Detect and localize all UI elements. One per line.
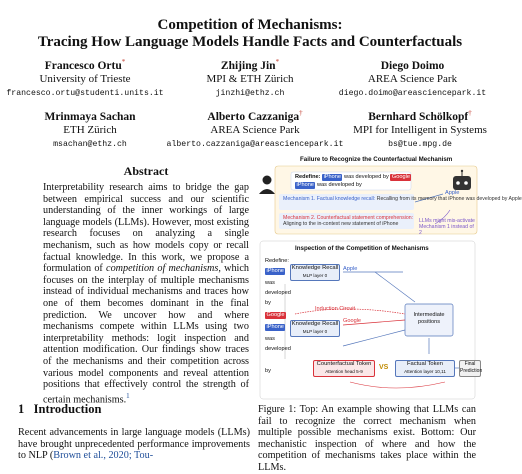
vs-badge: VS	[379, 364, 389, 371]
author-3: Diego Doimo AREA Science Park diego.doimo@areasciencepark.it	[338, 59, 487, 98]
intermediate-positions: Intermediate positions	[413, 312, 445, 325]
final-prediction-box: Final Prediction	[459, 360, 481, 377]
author-4: Mrinmaya Sachan ETH Zürich msachan@ethz.ch	[44, 110, 136, 149]
figure-1: Failure to Recognize the Counterfactual Mechanism Redefine: iPhone was developed by Google iPhone was developed by Apple Mechanism 1. Factual knowledge recall: Recalling from its memory that iPhone was developed by Apple Mechanism 2. Counterfactual statement comprehension: Aligning to the in-context new statement of iPhone LLMs might mis-activate Mechanism 1 instead of 2 Inspection of the Competition of Mechanisms Redefine: iPhone Knowledge Recall MLP layer 0 Apple was developed by Google Induction Circuit iPhone Knowledge Recall MLP layer 0 Google Intermediate positions was developed by Counterfactual Token Attention head 5-9 VS Factual Token Attention layer 10,11 Final Prediction	[255, 154, 480, 399]
paper-title-line2: Tracing How Language Models Handle Facts and Counterfactuals	[37, 34, 463, 50]
author-2: Zhijing Jin* MPI & ETH Zürich jinzhi@ethz.ch	[206, 58, 294, 98]
author-6: Bernhard Schölkopf† MPI for Intelligent in Systems bs@tue.mpg.de	[353, 109, 487, 149]
warning-note: LLMs might mis-activate Mechanism 1 instead of 2	[419, 218, 475, 236]
user-icon	[263, 176, 272, 185]
citation-link[interactable]: Brown et al., 2020; Tou-	[53, 450, 154, 462]
factual-token-box: Factual Token Attention layer 10,11	[395, 360, 455, 377]
author-1: Francesco Ortu* University of Trieste francesco.ortu@studenti.units.it	[6, 58, 164, 98]
abstract-heading: Abstract	[123, 164, 169, 178]
counterfactual-token-box: Counterfactual Token Attention head 5-9	[313, 360, 375, 377]
figure-caption: Figure 1: Top: An example showing that LLMs can fail to recognize the correct mechanism when multiple possible mechanisms exist. Bottom: Our mechanistic inspection of where and how the competition of mechanisms takes place within the LLMs.	[258, 404, 476, 473]
robot-icon	[453, 176, 471, 190]
abstract-body: Interpretability research aims to bridge the gap between empirical success and our scientific understanding of the inner workings of large language models (LLMs). However, most existing research focuses on analyzing a single mechanism, such as how models copy or recall factual knowledge. In this work, we propose a formulation of competition of mechanisms, which focuses on the interplay of multiple mechanisms instead of individual mechanisms and traces how one of them becomes dominant in the final prediction. We uncover how and where mechanisms compete within LLMs using two interpretability methods: logit inspection and attention modification. Our findings show traces of the mechanisms and their competition across various model components and reveal attention positions that effectively control the strength of certain mechanisms.$^1$	[43, 182, 249, 406]
mechanism-2: Mechanism 2. Counterfactual statement comprehension: Aligning to the in-context new statement of iPhone	[283, 215, 414, 227]
paper-title-line1: Competition of Mechanisms:	[157, 17, 343, 33]
mechanism-1: Mechanism 1. Factual knowledge recall: Recalling from its memory that iPhone was developed by Apple	[283, 196, 522, 202]
intro-heading: 1 Introduction	[18, 402, 102, 416]
author-5: Alberto Cazzaniga† AREA Science Park alberto.cazzaniga@areasciencepark.it	[166, 109, 344, 149]
knowledge-recall-box: Knowledge Recall MLP layer 0	[290, 264, 340, 281]
intro-body: Recent advancements in large language models (LLMs) have brought unprecedented performance improvements to NLP (Brown et al., 2020; Tou-	[18, 427, 250, 462]
knowledge-recall-box-2: Knowledge Recall MLP layer 0	[290, 320, 340, 337]
figure-top-title: Failure to Recognize the Counterfactual Mechanism	[300, 156, 453, 163]
footnote-link[interactable]: 1	[126, 391, 130, 400]
